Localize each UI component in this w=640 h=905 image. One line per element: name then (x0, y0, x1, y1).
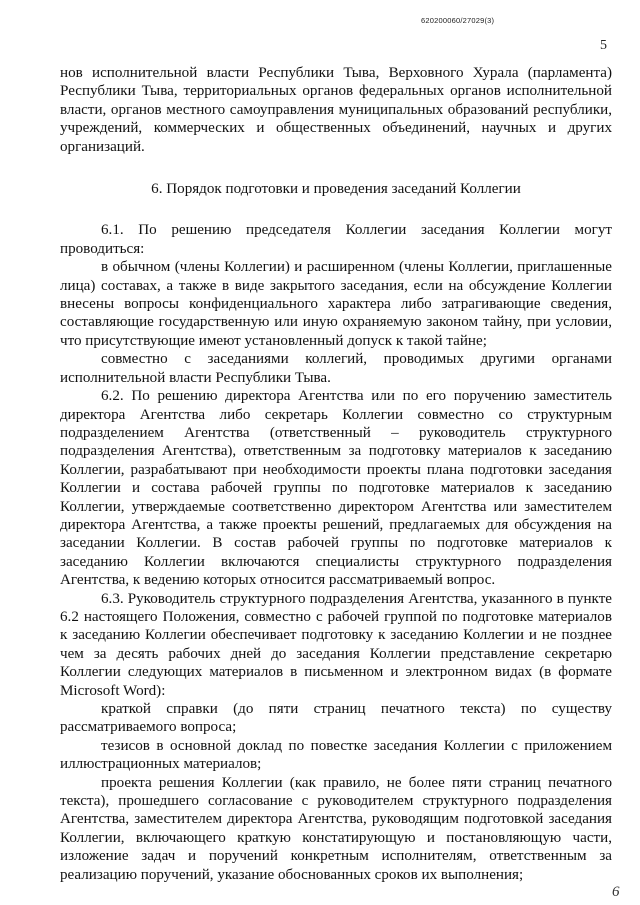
section-title: 6. Порядок подготовки и проведения заседаний Коллегии (151, 181, 521, 198)
paragraph-6-1-item-a: в обычном (члены Коллегии) и расширенном (члены Коллегии, приглашенные лица) составах, а также в виде закрытого заседания, если на обсуждение Коллегии внесены вопросы конфиденциального характера либо затрагивающие сведения, составляющие государственную или иную охраняемую законом тайну, при условии, что присутствующие имеют установленный допуск к такой тайне; (60, 259, 612, 349)
document-body (60, 64, 612, 884)
paragraph-6-1-item-b: совместно с заседаниями коллегий, проводимых другими органами исполнительной власти Республики Тыва. (60, 351, 612, 386)
document-id: 620200060/27029(3) (421, 16, 495, 25)
paragraph-6-2: 6.2. По решению директора Агентства или по его поручению заместитель директора Агентства либо секретарь Коллегии совместно со структурным подразделением Агентства (ответственный – руководитель структурного подразделения Агентства), ответственным за подготовку материалов к заседанию Коллегии, разрабатывают при необходимости проекты плана подготовки заседания Коллегии и состава рабочей группы по подготовке материалов к заседанию Коллегии, утверждаемые соответственно директором Агентства или заместителем директора Агентства, а также проекты решений, предлагаемых для обсуждения на заседании Коллегии. В состав рабочей группы по подготовке материалов к заседанию Коллегии включаются специалисты структурного подразделения Агентства, к ведению которых относится рассматриваемый вопрос. (60, 388, 612, 589)
paragraph-6-1: 6.1. По решению председателя Коллегии заседания Коллегии могут проводиться: (60, 222, 612, 257)
page-number: 5 (600, 38, 607, 53)
paragraph-6-3-item-b: тезисов в основной доклад по повестке заседания Коллегии с приложением иллюстрационных материалов; (60, 737, 612, 773)
paragraph-6-3: 6.3. Руководитель структурного подразделения Агентства, указанного в пункте 6.2 настоящего Положения, совместно с рабочей группой по подготовке материалов к заседанию Коллегии обеспечивает подготовку к заседанию Коллегии и не позднее чем за десять рабочих дней до заседания Коллегии представление секретарю Коллегии следующих материалов в письменном и электронном видах (в формате Microsoft Word): (60, 590, 612, 699)
paragraph-6-3-item-a: краткой справки (до пяти страниц печатного текста) по существу рассматриваемого вопроса; (60, 701, 612, 736)
corner-mark: 6 (612, 884, 620, 900)
intro-paragraph: нов исполнительной власти Республики Тыва, Верховного Хурала (парламента) Республики Тыва, территориальных органов федеральных органов исполнительной власти, органов местного самоуправления муниципальных образований республики, учреждений, коммерческих и общественных объединений, научных и других организаций. (60, 65, 612, 155)
paragraph-6-3-item-c: проекта решения Коллегии (как правило, не более пяти страниц печатного текста), прошедшего согласование с руководителем структурного подразделения Агентства, заместителем директора Агентства, руководящим подготовкой заседания Коллегии, включающего краткую констатирующую и постановляющую части, изложение задач и поручений конкретным исполнителям, ответственным за реализацию поручений, указание обоснованных сроков их выполнения; (60, 774, 612, 883)
